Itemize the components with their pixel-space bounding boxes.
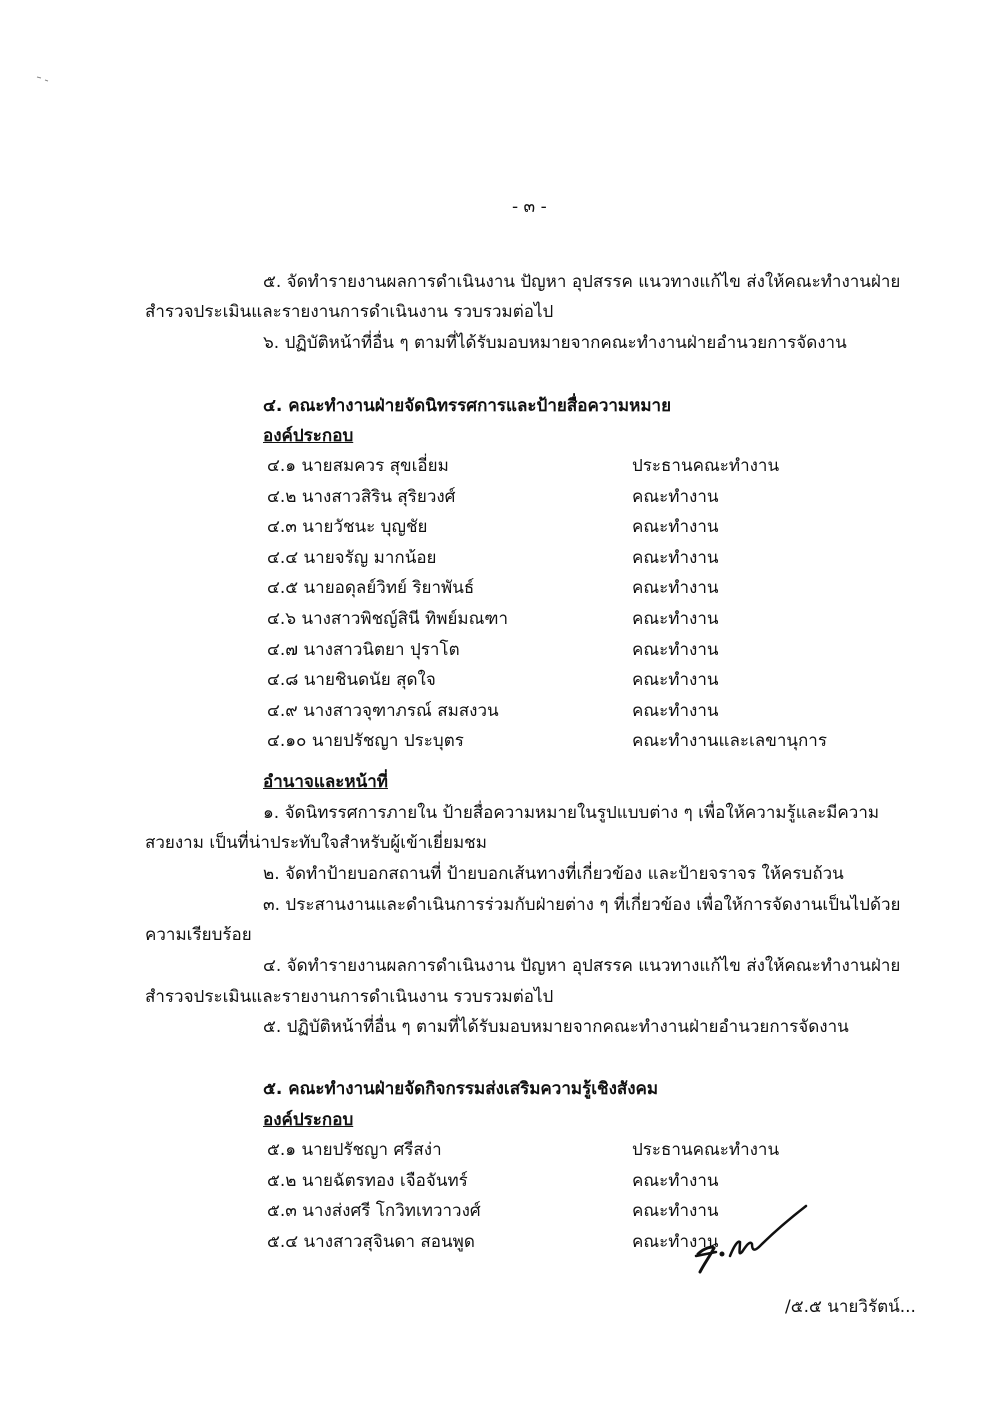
member-name: ๔.๓ นายวัชนะ บุญชัย <box>267 517 428 538</box>
section-4-member-row <box>0 452 1006 480</box>
duty-2-line1: ๒. จัดทำป้ายบอกสถานที่ ป้ายบอกเส้นทางที่เกี่ยวข้อง และป้ายจราจร ให้ครบถ้วน <box>263 864 844 884</box>
member-role: ประธานคณะทำงาน <box>632 456 780 476</box>
member-name: ๔.๗ นางสาวนิตยา ปุราโต <box>267 639 460 660</box>
page-number: - ๓ - <box>512 197 547 217</box>
member-name: ๔.๕ นายอดุลย์วิทย์ ริยาพันธ์ <box>267 578 475 599</box>
section-5-members-heading: องค์ประกอบ <box>263 1110 354 1130</box>
intro-item-6-line1: ๖. ปฏิบัติหน้าที่อื่น ๆ ตามที่ได้รับมอบหมายจากคณะทำงานฝ่ายอำนวยการจัดงาน <box>263 333 847 353</box>
section-4-member-row <box>0 636 1006 664</box>
continuation-note: /๕.๕ นายวิรัตน์... <box>785 1297 916 1317</box>
member-name: ๔.๔ นายจรัญ มากน้อย <box>267 547 437 568</box>
section-4-member-row <box>0 513 1006 541</box>
member-role: คณะทำงาน <box>632 670 719 691</box>
member-role: คณะทำงาน <box>632 547 719 568</box>
member-role: คณะทำงาน <box>632 1201 719 1222</box>
member-role: คณะทำงาน <box>632 517 719 538</box>
section-4-member-row <box>0 697 1006 725</box>
section-5-member-row <box>0 1167 1006 1195</box>
section-5-title: ๕. คณะทำงานฝ่ายจัดกิจกรรมส่งเสริมความรู้เชิงสังคม <box>263 1079 659 1099</box>
section-4-members-heading: องค์ประกอบ <box>263 426 354 446</box>
section-4-title: ๔. คณะทำงานฝ่ายจัดนิทรรศการและป้ายสื่อความหมาย <box>263 396 672 416</box>
duty-1-line2: สวยงาม เป็นที่น่าประทับใจสำหรับผู้เข้าเยี่ยมชม <box>145 833 487 853</box>
member-role: ประธานคณะทำงาน <box>632 1140 780 1160</box>
member-role: คณะทำงานและเลขานุการ <box>632 731 827 752</box>
scan-mark <box>36 68 50 88</box>
member-role: คณะทำงาน <box>632 1170 719 1191</box>
duty-3-line2: ความเรียบร้อย <box>145 925 252 945</box>
member-role: คณะทำงาน <box>632 639 719 660</box>
member-role: คณะทำงาน <box>632 609 719 629</box>
section-4-member-row <box>0 574 1006 602</box>
duty-5-line1: ๕. ปฏิบัติหน้าที่อื่น ๆ ตามที่ได้รับมอบหมายจากคณะทำงานฝ่ายอำนวยการจัดงาน <box>263 1017 849 1037</box>
member-role: คณะทำงาน <box>632 700 719 721</box>
member-name: ๔.๖ นางสาวพิชญ์สินี ทิพย์มณฑา <box>267 609 509 629</box>
section-5-member-row <box>0 1228 1006 1256</box>
member-name: ๕.๔ นางสาวสุจินดา สอนพูด <box>267 1231 475 1252</box>
duty-3-line1: ๓. ประสานงานและดำเนินการร่วมกับฝ่ายต่าง ๆ ที่เกี่ยวข้อง เพื่อให้การจัดงานเป็นไปด้วย <box>263 895 901 915</box>
member-name: ๕.๒ นายฉัตรทอง เจือจันทร์ <box>267 1170 468 1191</box>
duty-4-line2: สำรวจประเมินและรายงานการดำเนินงาน รวบรวมต่อไป <box>145 987 554 1007</box>
section-4-member-row <box>0 544 1006 572</box>
member-name: ๔.๑๐ นายปรัชญา ประบุตร <box>267 731 464 752</box>
member-role: คณะทำงาน <box>632 578 719 599</box>
member-name: ๔.๘ นายชินดนัย สุดใจ <box>267 670 436 691</box>
member-name: ๔.๙ นางสาวจุฑาภรณ์ สมสงวน <box>267 700 499 721</box>
duty-4-line1: ๔. จัดทำรายงานผลการดำเนินงาน ปัญหา อุปสรรค แนวทางแก้ไข ส่งให้คณะทำงานฝ่าย <box>263 956 901 976</box>
duty-1-line1: ๑. จัดนิทรรศการภายใน ป้ายสื่อความหมายในรูปแบบต่าง ๆ เพื่อให้ความรู้และมีความ <box>263 803 880 823</box>
handwritten-signature <box>690 1196 810 1281</box>
section-5-member-row <box>0 1136 1006 1164</box>
member-name: ๕.๑ นายปรัชญา ศรีสง่า <box>267 1140 442 1160</box>
section-5-member-row <box>0 1197 1006 1225</box>
intro-item-5-line2: สำรวจประเมินและรายงานการดำเนินงาน รวบรวมต่อไป <box>145 302 554 322</box>
member-role: คณะทำงาน <box>632 486 719 507</box>
member-name: ๕.๓ นางส่งศรี โกวิทเทวาวงศ์ <box>267 1201 481 1222</box>
member-name: ๔.๒ นางสาวสิริน สุริยวงศ์ <box>267 486 456 507</box>
member-role: คณะทำงาน <box>632 1231 719 1252</box>
intro-item-5-line1: ๕. จัดทำรายงานผลการดำเนินงาน ปัญหา อุปสรรค แนวทางแก้ไข ส่งให้คณะทำงานฝ่าย <box>263 272 901 292</box>
member-name: ๔.๑ นายสมควร สุขเอี่ยม <box>267 456 449 476</box>
section-4-member-row <box>0 727 1006 755</box>
section-4-duties-heading: อำนาจและหน้าที่ <box>263 772 388 792</box>
section-4-member-row <box>0 483 1006 511</box>
section-4-member-row <box>0 666 1006 694</box>
section-4-member-row <box>0 605 1006 633</box>
